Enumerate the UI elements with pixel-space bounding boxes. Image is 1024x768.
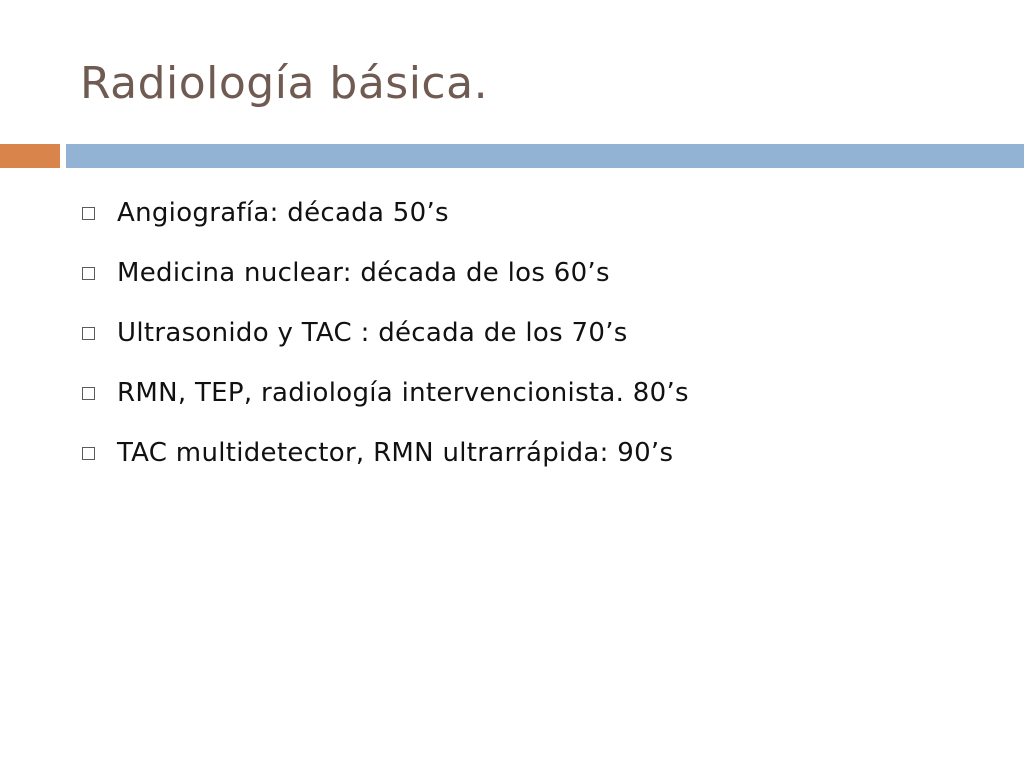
bullet-item	[82, 372, 689, 414]
bullet-text: Ultrasonido y TAC : década de los 70’s	[117, 318, 628, 348]
slide-title: Radiología básica.	[80, 58, 489, 109]
square-bullet-icon	[82, 387, 95, 400]
square-bullet-icon	[82, 327, 95, 340]
bullet-text: Angiografía: década 50’s	[117, 198, 449, 228]
title-divider-bar	[66, 144, 1024, 168]
bullet-list	[82, 192, 689, 492]
bullet-item	[82, 252, 689, 294]
bullet-text: Medicina nuclear: década de los 60’s	[117, 258, 610, 288]
square-bullet-icon	[82, 267, 95, 280]
square-bullet-icon	[82, 447, 95, 460]
bullet-text: TAC multidetector, RMN ultrarrápida: 90’s	[117, 438, 674, 468]
square-bullet-icon	[82, 207, 95, 220]
bullet-item	[82, 432, 689, 474]
bullet-item	[82, 192, 689, 234]
title-accent-bar	[0, 144, 60, 168]
bullet-text: RMN, TEP, radiología intervencionista. 80’s	[117, 378, 689, 408]
bullet-item	[82, 312, 689, 354]
